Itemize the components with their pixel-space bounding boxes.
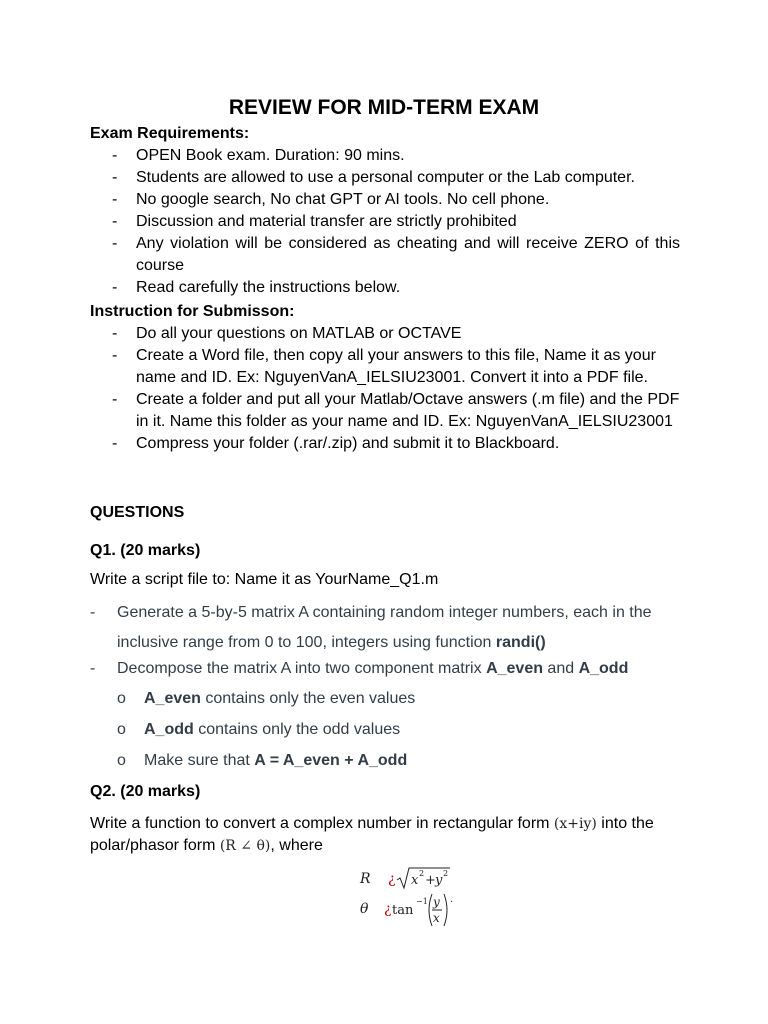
svg-text:x: x — [411, 873, 419, 888]
q1-sub-odd: o A_odd contains only the odd values — [117, 721, 401, 738]
exam-requirements-list — [90, 145, 680, 299]
svg-text:.: . — [450, 894, 454, 905]
svg-text:y: y — [433, 895, 440, 909]
sqrt-expression — [396, 864, 452, 892]
svg-text:−1: −1 — [416, 897, 428, 906]
q1-sub-even: o A_even contains only the even values — [117, 690, 416, 707]
arctan-expression — [392, 890, 472, 930]
rect-form-math: (x+iy) — [553, 816, 597, 832]
list-item: - Students are allowed to use a personal computer or the Lab computer. — [112, 169, 635, 186]
q1-heading: Q1. (20 marks) — [90, 542, 201, 559]
q1-intro: Write a script file to: Name it as YourName_Q1.m — [90, 571, 439, 588]
list-item: - Read carefully the instructions below. — [112, 279, 401, 296]
q1-bullet-generate: - Generate a 5-by-5 matrix A containing random integer numbers, each in the inclusive range from 0 to 100, integers using function randi() — [90, 604, 652, 651]
svg-text:2: 2 — [443, 869, 449, 878]
exam-requirements-heading: Exam Requirements: — [90, 125, 250, 142]
polar-form-math: (R ∠ θ) — [219, 838, 271, 854]
svg-text:2: 2 — [419, 869, 425, 878]
list-item: - Create a Word file, then copy all your answers to this file, Name it as your name and ID. Ex: NguyenVanA_IELSIU23001. Convert it into a PDF file. — [112, 347, 656, 386]
svg-text:tan: tan — [392, 903, 414, 918]
q2-heading: Q2. (20 marks) — [90, 783, 201, 800]
list-item: - Compress your folder (.rar/.zip) and submit it to Blackboard. — [112, 435, 560, 452]
list-item: - Discussion and material transfer are strictly prohibited — [112, 213, 517, 230]
list-item: - OPEN Book exam. Duration: 90 mins. — [112, 147, 405, 164]
submission-heading: Instruction for Submisson: — [90, 303, 295, 320]
submission-list — [90, 323, 680, 455]
q2-text: Write a function to convert a complex number in rectangular form (x+iy) into the polar/phasor form (R ∠ θ), where — [90, 815, 654, 854]
equation-theta: θ ¿ tan −1 y x . — [360, 890, 480, 930]
list-item: - Create a folder and put all your Matlab/Octave answers (.m file) and the PDF in it. Name this folder as your name and ID. Ex: NguyenVanA_IELSIU23001 — [112, 391, 680, 430]
equation-r: R ¿ x 2 + y 2 — [360, 866, 480, 896]
svg-text:y: y — [435, 873, 443, 888]
svg-text:x: x — [433, 911, 440, 925]
svg-text:+: + — [425, 873, 436, 888]
list-item: - Any violation will be considered as cheating and will receive ZERO of this course — [112, 235, 680, 274]
questions-heading: QUESTIONS — [90, 504, 185, 521]
q1-bullet-decompose: - Decompose the matrix A into two component matrix A_even and A_odd — [90, 660, 629, 677]
list-item: - Do all your questions on MATLAB or OCTAVE — [112, 325, 462, 342]
list-item: - No google search, No chat GPT or AI tools. No cell phone. — [112, 191, 550, 208]
page-title: REVIEW FOR MID-TERM EXAM — [228, 96, 540, 119]
q1-sub-sum: o Make sure that A = A_even + A_odd — [117, 752, 408, 769]
